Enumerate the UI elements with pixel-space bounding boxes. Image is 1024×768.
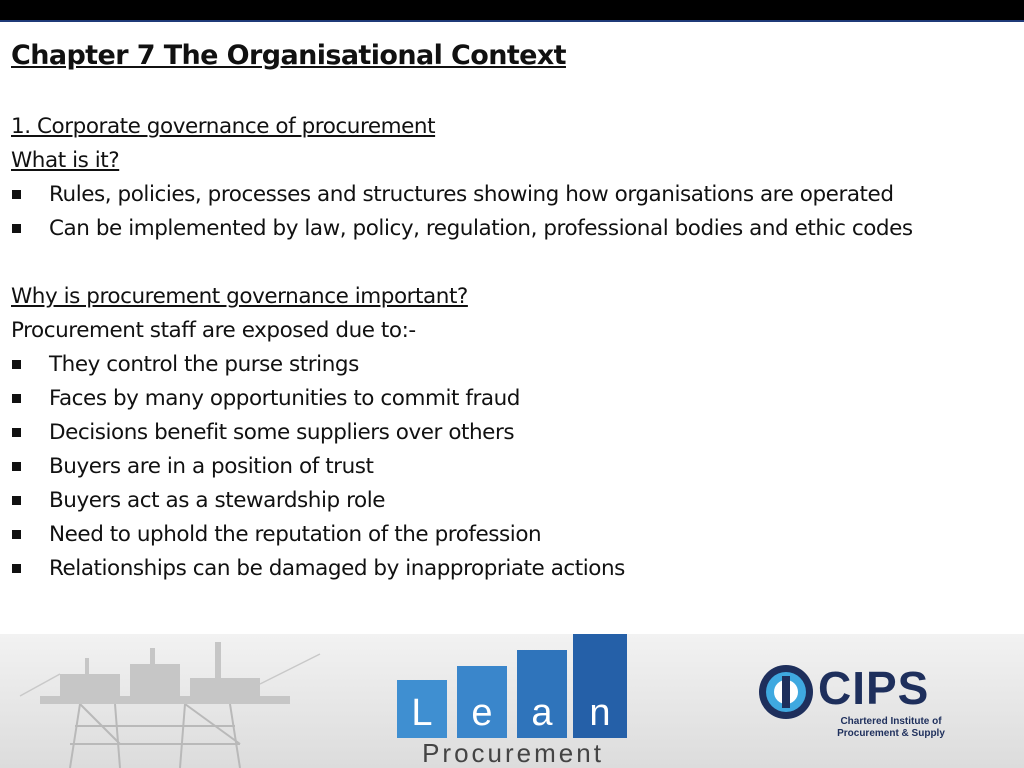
bullet-square-icon [12, 496, 21, 505]
cips-full-name-line: Procurement & Supply [837, 728, 945, 739]
footer-banner [0, 634, 1024, 768]
top-bar [0, 0, 1024, 22]
bullet-square-icon [12, 394, 21, 403]
bullet-square-icon [12, 360, 21, 369]
bullet-square-icon [12, 462, 21, 471]
list-item [11, 552, 1016, 586]
logo-letter: L [411, 692, 433, 734]
bullet-square-icon [12, 190, 21, 199]
spacer [11, 246, 1016, 280]
list-item [11, 348, 1016, 382]
bullet-text: Can be implemented by law, policy, regulation, professional bodies and ethic codes [49, 216, 913, 241]
bullet-text: Buyers are in a position of trust [49, 454, 374, 479]
bullet-text: Relationships can be damaged by inappropriate actions [49, 556, 625, 581]
logo-letter: a [531, 692, 553, 734]
slide-content [11, 36, 1016, 586]
what-heading: What is it? [11, 148, 120, 173]
logo-letter: e [471, 692, 493, 734]
cips-full-name [826, 716, 956, 740]
bullet-text: Faces by many opportunities to commit fraud [49, 386, 520, 411]
logo-wordmark: Procurement [422, 738, 604, 768]
bullet-text: They control the purse strings [49, 352, 359, 377]
bullet-square-icon [12, 564, 21, 573]
bullet-text: Buyers act as a stewardship role [49, 488, 386, 513]
section-heading: 1. Corporate governance of procurement [11, 114, 436, 139]
why-intro: Procurement staff are exposed due to:- [11, 318, 416, 343]
list-item [11, 416, 1016, 450]
list-item [11, 212, 1016, 246]
cips-emblem-icon [756, 662, 816, 722]
slide-title: Chapter 7 The Organisational Context [11, 40, 566, 71]
why-heading: Why is procurement governance important? [11, 284, 468, 309]
list-item [11, 382, 1016, 416]
bullet-text: Rules, policies, processes and structures showing how organisations are operated [49, 182, 894, 207]
bullet-square-icon [12, 530, 21, 539]
bullet-square-icon [12, 224, 21, 233]
lean-procurement-logo [391, 646, 641, 768]
list-item [11, 484, 1016, 518]
cips-full-name-line: Chartered Institute of [840, 716, 942, 727]
list-item [11, 450, 1016, 484]
bullet-square-icon [12, 428, 21, 437]
logo-letter: n [589, 692, 611, 734]
list-item [11, 518, 1016, 552]
bullet-text: Decisions benefit some suppliers over others [49, 420, 515, 445]
cips-wordmark: CIPS [818, 662, 930, 714]
cips-logo [756, 660, 956, 750]
oil-rig-image [0, 634, 330, 768]
list-item [11, 178, 1016, 212]
bullet-text: Need to uphold the reputation of the profession [49, 522, 542, 547]
